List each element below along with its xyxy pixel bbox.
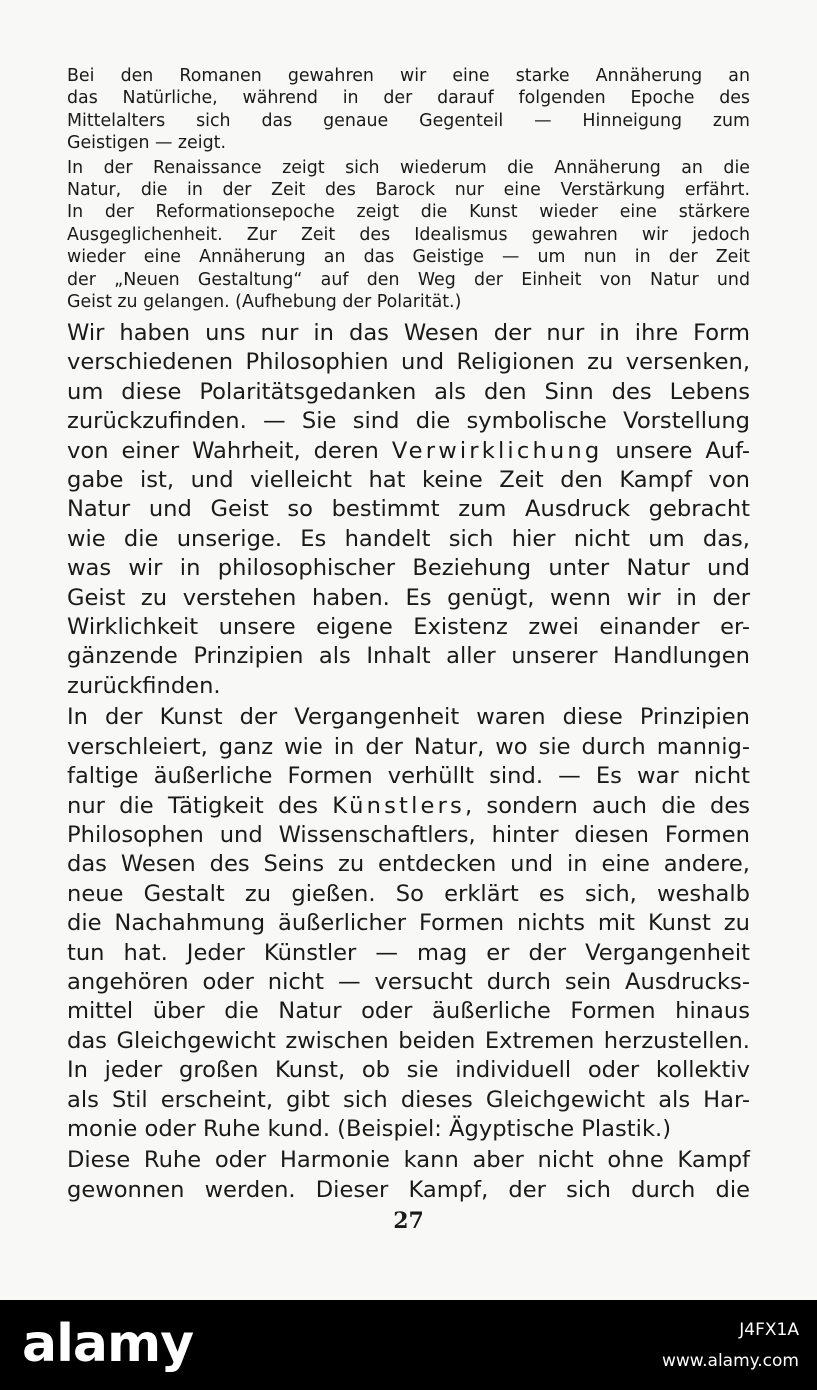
text-line: das Gleichgewicht zwischen beiden Extremen herzustellen. xyxy=(67,1027,750,1054)
text-line: In jeder großen Kunst, ob sie individuell oder kollektiv xyxy=(67,1057,750,1084)
text-line: In der Reformationsepoche zeigt die Kunst wieder eine stärkere xyxy=(67,202,750,223)
text-line: Diese Ruhe oder Harmonie kann aber nicht ohne Kampf xyxy=(67,1147,750,1174)
text-line: der „Neuen Gestaltung“ auf den Weg der Einheit von Natur und xyxy=(67,269,750,290)
text-segment: , sondern auch die des xyxy=(464,792,750,819)
text-line: Mittelalters sich das genaue Gegenteil — Hinneigung zum xyxy=(67,110,750,131)
text-line: wieder eine Annäherung an das Geistige — um nun in der Zeit xyxy=(67,247,750,268)
text-line: als Stil erscheint, gibt sich dieses Gleichgewicht als Har- xyxy=(67,1086,750,1113)
text-segment: nur die Tätigkeit des xyxy=(67,792,333,819)
stock-logo: alamy xyxy=(22,1314,194,1374)
paragraph xyxy=(67,319,750,701)
text-line: die Nachahmung äußerlicher Formen nichts mit Kunst zu xyxy=(67,910,750,937)
text-line: Geist zu gelangen. (Aufhebung der Polarität.) xyxy=(67,292,462,313)
text-line: tun hat. Jeder Künstler — mag er der Vergangenheit xyxy=(67,939,750,966)
text-line: verschleiert, ganz wie in der Natur, wo sie durch mannig- xyxy=(67,733,750,760)
text-line: Ausgeglichenheit. Zur Zeit des Idealismus gewahren wir jedoch xyxy=(67,224,750,245)
paragraph xyxy=(67,1146,750,1205)
text-line: zurückfinden. xyxy=(67,672,221,699)
text-line: In der Renaissance zeigt sich wiederum die Annäherung an die xyxy=(67,157,750,178)
text-line: gabe ist, und vielleicht hat keine Zeit den Kampf von xyxy=(67,467,750,494)
small-print-block xyxy=(67,65,750,313)
text-line: Philosophen und Wissenschaftlers, hinter diesen Formen xyxy=(67,821,750,848)
text-line: faltige äußerliche Formen verhüllt sind. — Es war nicht xyxy=(67,763,750,790)
text-line: zurückzufinden. — Sie sind die symbolische Vorstellung xyxy=(67,408,750,435)
text-line xyxy=(67,437,750,466)
text-segment: von einer Wahrheit, deren xyxy=(67,437,392,464)
text-line: wie die unserige. Es handelt sich hier nicht um das, xyxy=(67,525,750,552)
text-line: das Wesen des Seins zu entdecken und in eine andere, xyxy=(67,851,750,878)
stock-image-id: J4FX1A xyxy=(739,1320,799,1340)
text-line: In der Kunst der Vergangenheit waren diese Prinzipien xyxy=(67,704,750,731)
text-line: Natur, die in der Zeit des Barock nur eine Verstärkung erfährt. xyxy=(67,180,750,201)
text-line: Geistigen — zeigt. xyxy=(67,133,226,154)
text-line: das Natürliche, während in der darauf folgenden Epoche des xyxy=(67,88,750,109)
text-line: Bei den Romanen gewahren wir eine starke Annäherung an xyxy=(67,66,750,86)
stock-url: www.alamy.com xyxy=(661,1351,799,1371)
text-line: verschiedenen Philosophien und Religionen zu versenken, xyxy=(67,349,750,376)
page-number: 27 xyxy=(393,1208,424,1234)
text-segment: unsere Auf- xyxy=(602,437,750,464)
paragraph xyxy=(67,65,750,155)
text-line: Wirklichkeit unsere eigene Existenz zwei einander er- xyxy=(67,614,750,641)
text-line: um diese Polaritätsgedanken als den Sinn des Lebens xyxy=(67,378,750,405)
paragraph xyxy=(67,703,750,1144)
text-line xyxy=(67,792,750,821)
spaced-emphasis: Künstlers xyxy=(332,792,465,819)
paragraph xyxy=(67,157,750,314)
text-line: neue Gestalt zu gießen. So erklärt es sich, weshalb xyxy=(67,880,750,907)
text-line: mittel über die Natur oder äußerliche Formen hinaus xyxy=(67,998,750,1025)
text-line: Geist zu verstehen haben. Es genügt, wenn wir in der xyxy=(67,584,750,611)
text-line: Wir haben uns nur in das Wesen der nur in ihre Form xyxy=(67,320,750,346)
text-line: angehören oder nicht — versucht durch sein Ausdrucks- xyxy=(67,968,750,995)
text-line: monie oder Ruhe kund. (Beispiel: Ägyptische Plastik.) xyxy=(67,1115,672,1142)
main-text-block xyxy=(67,319,750,1205)
spaced-emphasis: Verwirklichung xyxy=(391,437,603,464)
text-line: gewonnen werden. Dieser Kampf, der sich durch die xyxy=(67,1176,750,1203)
text-line: Natur und Geist so bestimmt zum Ausdruck gebracht xyxy=(67,496,750,523)
text-line: gänzende Prinzipien als Inhalt aller unserer Handlungen xyxy=(67,643,750,670)
text-line: was wir in philosophischer Beziehung unter Natur und xyxy=(67,555,750,582)
